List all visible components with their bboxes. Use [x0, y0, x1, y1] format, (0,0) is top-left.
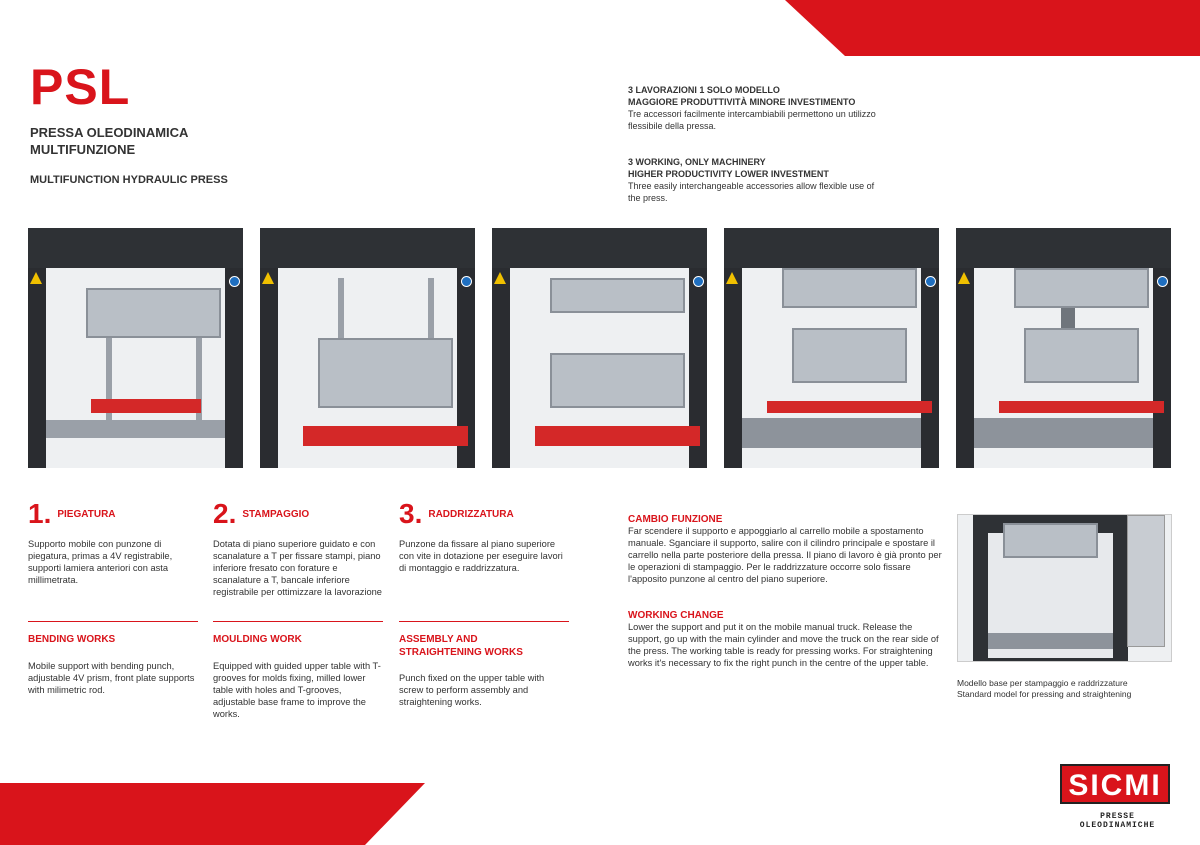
divider	[213, 621, 383, 622]
change-title-en: WORKING CHANGE	[628, 610, 724, 621]
model-caption-en: Standard model for pressing and straightening	[957, 689, 1132, 699]
step-straightening	[399, 498, 569, 707]
intro-it-heading-1: 3 LAVORAZIONI 1 SOLO MODELLO	[628, 85, 780, 95]
press-photo-bending	[28, 228, 243, 468]
divider	[28, 621, 198, 622]
subtitle-italian: PRESSA OLEODINAMICA MULTIFUNZIONE	[30, 125, 188, 157]
model-caption-it: Modello base per stampaggio e raddrizzature	[957, 678, 1128, 688]
divider	[399, 621, 569, 622]
step-body-it: Punzone da fissare al piano superiore con vite in dotazione per eseguire lavori di montaggio e raddrizzatura.	[399, 539, 563, 573]
step-moulding	[213, 498, 383, 719]
press-photo-change-1	[724, 228, 939, 468]
info-icon	[461, 276, 472, 287]
step-title-it: STAMPAGGIO	[242, 508, 310, 520]
step-bending	[28, 498, 198, 695]
intro-en-heading-1: 3 WORKING, ONLY MACHINERY	[628, 157, 766, 167]
info-icon	[925, 276, 936, 287]
step-title-en: MOULDING WORK	[213, 634, 302, 645]
step-title-it: RADDRIZZATURA	[428, 508, 514, 520]
bottom-red-band	[0, 783, 425, 845]
model-caption	[957, 678, 1177, 700]
change-body-it: Far scendere il supporto e appoggiarlo al carrello mobile a spostamento manuale. Sganciare il supporto, salire con il cilindro principale e spostare il carrello nella parte posteriore della pressa. Il piano di lavoro è già pronto per le operazioni di stampaggio. Per le raddrizzature occorre solo fissare l'apposito punzone al centro del piano superiore.	[628, 526, 942, 584]
intro-it-body: Tre accessori facilmente intercambiabili permettono un utilizzo flessibile della pressa.	[628, 109, 876, 131]
step-body-en: Punch fixed on the upper table with screw to perform assembly and straightening works.	[399, 673, 545, 707]
info-icon	[693, 276, 704, 287]
subtitle-english: MULTIFUNCTION HYDRAULIC PRESS	[30, 174, 228, 186]
info-icon	[1157, 276, 1168, 287]
change-title-it: CAMBIO FUNZIONE	[628, 514, 723, 525]
standard-model-photo	[957, 514, 1172, 662]
logo-tagline: PRESSE OLEODINAMICHE	[1079, 812, 1156, 830]
step-number: 1.	[28, 498, 52, 529]
step-body-it: Supporto mobile con punzone di piegatura, primas a 4V registrabile, supporti lamiera anteriori con asta millimetrata.	[28, 539, 173, 585]
top-red-band	[785, 0, 1200, 56]
step-title-en: BENDING WORKS	[28, 634, 116, 645]
intro-english	[628, 156, 888, 204]
sicmi-logo: SICMI	[1060, 764, 1170, 804]
control-cabinet	[1127, 515, 1165, 647]
press-photo-straightening	[492, 228, 707, 468]
intro-en-heading-2: HIGHER PRODUCTIVITY LOWER INVESTMENT	[628, 169, 829, 179]
press-photo-moulding	[260, 228, 475, 468]
press-photo-change-2	[956, 228, 1171, 468]
change-body-en: Lower the support and put it on the mobile manual truck. Release the support, go up with the main cylinder and move the truck on the rear side of the press. The working table is ready for pressing works. For straightening works it's necessary to fix the right punch in the centre of the upper table.	[628, 622, 939, 668]
step-body-it: Dotata di piano superiore guidato e con scanalature a T per fissare stampi, piano inferiore fresato con forature e scanalature a T, bancale inferiore registrabile per ottimizzare la lavorazione	[213, 539, 382, 597]
product-title: PSL	[30, 59, 131, 115]
step-title-it: PIEGATURA	[57, 508, 116, 520]
intro-it-heading-2: MAGGIORE PRODUTTIVITÀ MINORE INVESTIMENTO	[628, 97, 856, 107]
change-english	[628, 610, 943, 669]
step-body-en: Mobile support with bending punch, adjustable 4V prism, front plate supports with milimetric rod.	[28, 661, 195, 695]
change-italian	[628, 514, 943, 585]
step-number: 2.	[213, 498, 237, 529]
step-title-en: ASSEMBLY AND STRAIGHTENING WORKS	[399, 634, 523, 658]
intro-en-body: Three easily interchangeable accessories allow flexible use of the press.	[628, 181, 875, 203]
step-body-en: Equipped with guided upper table with T-grooves for molds fixing, milled lower table with holes and T-grooves, adjustable base frame to improve the works.	[213, 661, 381, 719]
info-icon	[229, 276, 240, 287]
intro-italian	[628, 84, 888, 132]
step-number: 3.	[399, 498, 423, 529]
